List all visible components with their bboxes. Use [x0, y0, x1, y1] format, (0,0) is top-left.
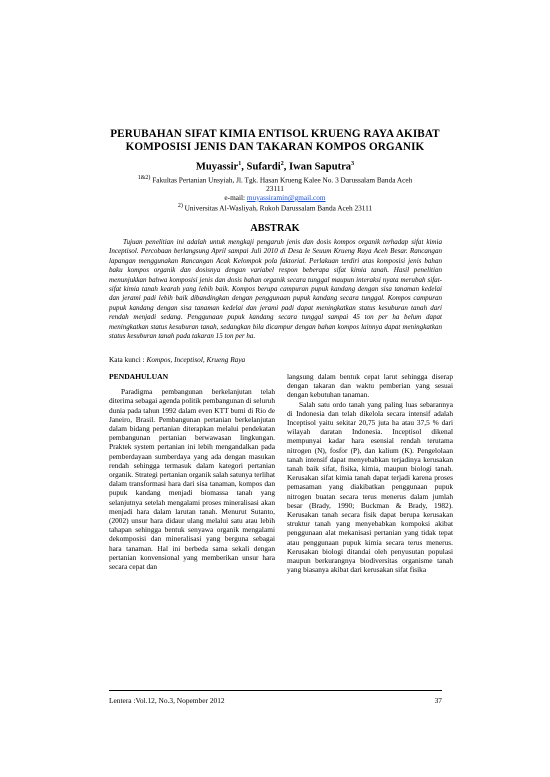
- affiliation-1-line-2: 23111: [266, 184, 284, 194]
- author-3-sup: 3: [351, 161, 355, 167]
- author-1: Muyassir: [195, 161, 239, 173]
- title-line-1: PERUBAHAN SIFAT KIMIA ENTISOL KRUENG RAYA AKIBAT: [110, 128, 440, 140]
- keywords-list: Kompos, Inceptisol, Krueng Raya: [146, 355, 246, 364]
- affiliation-2: [110, 202, 440, 212]
- footer-rule: [109, 690, 442, 691]
- keywords: [109, 355, 449, 364]
- affiliation-1-line-1: Fakultas Pertanian Unsyiah, Jl. Tgk. Hasan Krueng Kalee No. 3 Darussalam Banda Aceh: [152, 175, 413, 185]
- left-paragraph-1: Paradigma pembangunan berkelanjutan telah diterima sebagai agenda politik pembangunan di seluruh dunia pada tahun 1992 dalam even KTT bumi di Rio de Janeiro, Brasil. Pembangunan pertanian berkelanjutan dalam bidang pertanian diterapkan melalui pendekatan pembangunan pertanian berwawasan lingkungan. Praktek system pertanian ini lebih mengandalkan pada pemberdayaan sumberdaya yang ada dengan masukan rendah sehingga termasuk dalam kategori pertanian organik. Strategi pertanian organik salah satunya terlihat dalam transformasi hara dari sisa tanaman, kompos dan pupuk kandang menjadi biomassa tanah yang selanjutnya setelah mengalami proses mineralisasi akan menjadi hara dalam larutan tanah. Menurut Sutanto, (2002) unsur hara didaur ulang melalui satu atau lebih tahapan sehingga bentuk senyawa organik mengalami dekomposisi dan mineralisasi yang berguna sebagai hara tanaman. Hal ini berbeda sama sekali dengan pertanian konvensional yang memberikan unsur hara secara cepat dan: [109, 387, 276, 572]
- author-1-sup: 1: [238, 161, 242, 167]
- page-number: 37: [434, 696, 442, 705]
- author-3: Iwan Saputra: [289, 161, 352, 173]
- title-line-2: KOMPOSISI JENIS DAN TAKARAN KOMPOS ORGANIK: [125, 141, 425, 153]
- section-heading: PENDAHULUAN: [109, 372, 169, 381]
- email-line: [110, 193, 440, 202]
- right-paragraph-1: langsung dalam bentuk cepat larut sehingga diserap dengan takaran dan waktu pemberian yang sesuai dengan kebutuhan tanaman.: [287, 372, 453, 400]
- keywords-label: Kata kunci :: [109, 355, 145, 364]
- right-paragraph-2: Salah satu ordo tanah yang paling luas sebarannya di Indonesia dan telah dikelola secara intensif adalah Inceptisol yaitu sekitar 20,75 juta ha atau 37,5 % dari wilayah daratan Indonesia. Inceptisol dikenal mempunyai kadar hara esensial rendah terutama nitrogen (N), fosfor (P), dan kalium (K). Pengelolaan tanah intensif dapat menyebabkan terjadinya kerusakan tanah baik sifat, fisika, kimia, maupun biologi tanah. Kerusakan sifat kimia tanah dapat terjadi karena proses pemasaman yang diakibatkan penggunaan pupuk nitrogen buatan secara terus menerus dalam jumlah besar (Brady, 1990; Buckman & Brady, 1982). Kerusakan tanah secara fisik dapat berupa kerusakan struktur tanah yang menyebabkan kompoksi akibat penggunaan alat mekanisasi pertanian yang tidak tepat atau penggunaan pupuk kimia secara terus menerus. Kerusakan biologi ditandai oleh penyusutan populasi maupun berkurangnya biodiversitas organisme tanah yang biasanya akibat dari kerusakan sifat fisika: [287, 399, 453, 575]
- affiliation-1-sup: 1&2): [137, 175, 151, 181]
- author-2-sup: 2: [280, 161, 284, 167]
- paper-title: [80, 128, 470, 154]
- right-column: [287, 372, 453, 574]
- abstract-text: Tujuan penelitian ini adalah untuk mengkaji pengaruh jenis dan dosis kompos organik terhadap sifat kimia Inceptisol. Percobaan berlangsung April sampai Juli 2010 di Desa Ie Seuum Krueng Raya Aceh Besar. Rancangan lapangan menggunakan Rancangan Acak Kelompok pola faktorial. Perlakuan terdiri atas komposisi jenis bahan baku kompos organik dan dosisnya dengan variabel respon beberapa sifat kimia tanah. Hasil penelitian menunjukkan bahwa komposisi jenis dan dosis bahan organik secara tunggal maupun interaksi nyata merubah sifat-sifat kimia tanah kearah yang lebih baik. Kompos berupa campuran pupuk kandang dengan sisa tanaman kedelai dan jerami padi lebih baik dibandingkan dengan penggunaan pupuk kandang secara tunggal. Kompos campuran pupuk kandang dengan sisa tanaman kedelai dan jerami padi dapat meningkatkan status kesuburan tanah dari rendah menjadi sedang. Penggunaan pupuk kandang secara tunggal sampai 45 ton per ha belum dapat meningkatkan status kesuburan tanah, sedangkan bila dicampur dengan bahan kompos lainnya dapat meningkatkan status kesuburan tanah pada takaran 15 ton per ha.: [109, 238, 442, 341]
- affiliation-2-text: Universitas Al-Wasliyah, Rukoh Darussalam Banda Aceh 23111: [184, 203, 373, 213]
- left-column: [109, 372, 275, 571]
- page-footer: [109, 696, 442, 705]
- affiliation-2-sup: 2): [177, 203, 183, 209]
- abstract-heading: ABSTRAK: [250, 223, 300, 234]
- journal-citation: Lentera :Vol.12, No.3, Nopember 2012: [109, 696, 225, 705]
- email-label: e-mail:: [224, 193, 246, 202]
- author-list: Muyassir$^1$, Sufardi$^2$, Iwan Saputra$^3$: [195, 161, 355, 173]
- author-2: Sufardi: [246, 161, 281, 173]
- affiliation-1: [110, 174, 440, 193]
- email-link[interactable]: muyassiramin@gmail.com: [246, 193, 326, 202]
